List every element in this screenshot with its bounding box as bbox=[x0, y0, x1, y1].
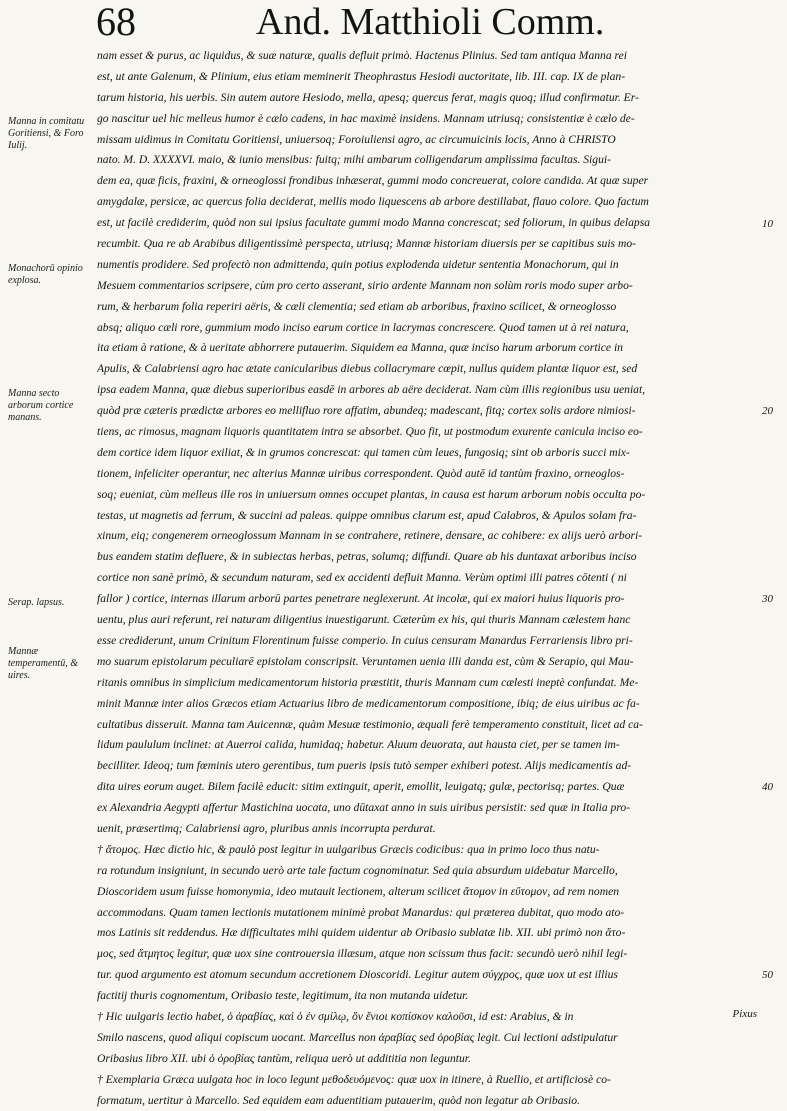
text-line: recumbit. Qua re ab Arabibus diligentissimè perspecta, utriusq; Mannæ historiam diuersis per se capitibus suis mo- bbox=[97, 237, 636, 251]
line-number: 10 bbox=[762, 218, 773, 230]
text-line: Mesuem commentarios scripsere, cùm pro certo asserant, sirio ardente Mannam non solùm roris modo super arbo- bbox=[97, 278, 633, 292]
text-line: est, ut ante Galenum, & Plinium, eius etiam meminerit Theophrastus Hesiodi auctoritate, lib. III. cap. IX de plan- bbox=[97, 69, 626, 83]
text-line: rum, & herbarum folia reperiri aëris, & cæli clementia; sed etiam ab arboribus, fraxino scilicet, & orneoglosso bbox=[97, 299, 617, 313]
text-line: ipsa eadem Manna, quæ diebus superioribus easdē in arbores ab aëre deciderat. Nam cùm illis regionibus usu ueniat, bbox=[97, 383, 646, 397]
text-line: μος, sed ἄτμητος legitur, quæ uox sine controuersia illæsum, atque non scissum thus facit: secundò uerò nihil legi- bbox=[97, 947, 628, 961]
text-line: dem ea, quæ ficis, fraxini, & orneoglossi frondibus inhæserat, gummi modo concreuerat, colore candida. At quæ super bbox=[97, 174, 649, 188]
text-line: accommodans. Quam tamen lectionis mutationem minimè probat Manardus: qui præterea dubitat, quo modo ato- bbox=[97, 905, 625, 919]
text-line: ex Alexandria Aegypti affertur Mastichina uocata, uno dūtaxat anno in suis uiribus persistit: sed quæ in Italia pro- bbox=[97, 801, 631, 815]
text-line: cortice non sanè primò, & secundum naturam, sed ex accidenti defluit Manna. Verùm optimi illi patres cōtenti ( ni bbox=[97, 571, 627, 585]
catchword: Pixus bbox=[732, 1008, 757, 1020]
line-number: 40 bbox=[762, 781, 773, 793]
text-line: lidum paululum inclinet: at Auerroi calida, humidaq; habetur. Aluum deuorata, aut hausta ciet, per se tamen im- bbox=[97, 738, 620, 752]
text-line: tarum historia, his uerbis. Sin autem autore Hesiodo, mella, apesq; quercus ferat, magis quoq; illud confirmatur. Er- bbox=[97, 90, 639, 104]
text-line: uentu, plus auri referunt, rei naturam diligentius inuestigarunt. Cæterùm ex his, qui thuris Mannam cælestem hanc bbox=[97, 613, 631, 627]
text-line: dem cortice idem liquor exiliat, & in grumos concrescat: qui tamen cùm leues, fungosiq; sint ob arboris succi mix- bbox=[97, 445, 630, 459]
margin-note: Monachorū opinio explosa. bbox=[8, 263, 83, 286]
text-line: esse crediderunt, unum Crinitum Florentinum fuisse comperio. In cuius censuram Manardus Ferrariensis libro pri- bbox=[97, 633, 633, 647]
text-line: missam uidimus in Comitatu Goritiensi, uniuersoq; Foroiuliensi agro, ac circumuicinis locis, Anno à CHRISTO bbox=[97, 132, 616, 146]
text-line: tur. quod argumento est atomum secundum accretionem Dioscoridi. Legitur autem σύγχρος, quæ uox ut est illius bbox=[97, 968, 618, 982]
text-line: minit Mannæ inter alios Græcos etiam Actuarius libro de medicamentorum compositione, ibiq; de eius uiribus ac fa- bbox=[97, 696, 640, 710]
text-line: cultatibus disseruit. Manna tam Auicennæ, quàm Mesuæ testimonio, æquali ferè temperamento constituit, licet ad ca- bbox=[97, 717, 643, 731]
line-number: 30 bbox=[762, 593, 773, 605]
page-number: 68 bbox=[96, 0, 136, 44]
text-line: Apulis, & Calabriensi agro hac ætate canicularibus diebus collacrymare cœpit, nullus quidem plantæ liquor est, sed bbox=[97, 362, 638, 376]
running-head: And. Matthioli Comm. bbox=[256, 1, 605, 43]
text-line: Smilo nascens, quod aliqui copiscum uocant. Marcellus non ἀραβίας sed ὀροβίας legit. Cui lectioni adstipulatur bbox=[97, 1030, 618, 1044]
text-line: xinum, eiq; congenerem orneoglossum Mannam in se contrahere, retinere, densare, ac cohibere: ex alijs uerò arbori- bbox=[97, 529, 643, 543]
text-line: bus eandem statim defluere, & in subiectas herbas, petras, solumq; diffundi. Quare ab his duntaxat arboribus inciso bbox=[97, 550, 637, 564]
text-line: est, ut facilè crediderim, quòd non sui ipsius facultate gummi modo Manna concrescat; sed foliorum, in quibus delapsa bbox=[97, 216, 651, 230]
text-line: nato. M. D. XXXXVI. maio, & iunio mensibus: fuitq; mihi ambarum colligendarum amplissima facultas. Sigui- bbox=[97, 153, 611, 167]
text-line: go nascitur uel hic melleus humor è cælo cadens, in hac maximè insidens. Mannam utriusq; consistentiæ è cælo de- bbox=[97, 111, 635, 125]
text-line: factitij thuris cognomentum, Oribasio teste, legitimum, ita non mutanda uidetur. bbox=[97, 989, 469, 1003]
text-line: Dioscoridem usum fuisse homonymia, ideo mutauit lectionem, alterum scilicet ἄτομον in εὔτομον, ad rem nomen bbox=[97, 884, 620, 898]
text-line: † ἄτομος. Hæc dictio hic, & paulò post legitur in uulgaribus Græcis codicibus: qua in primo loco thus natu- bbox=[97, 842, 600, 856]
commentary-text bbox=[97, 46, 745, 1111]
text-line: ra rotundum insigniunt, in secundo uerò arte tale factum cognominatur. Sed quia absurdum uidebatur Marcello, bbox=[97, 863, 618, 877]
text-line: † Exemplaria Græca uulgata hoc in loco legunt μεθοδευόμενος: quæ uox in itinere, à Ruellio, et artificiosè co- bbox=[97, 1072, 611, 1086]
text-line: Oribasius libro XII. ubi ὁ ὀροβίας tantùm, reliqua uerò ut addititia non leguntur. bbox=[97, 1051, 471, 1065]
text-line: mo suarum epistolarum peculiarē epistolam conscripsit. Veruntamen uenia illi danda est, cùm & Serapio, qui Mau- bbox=[97, 654, 634, 668]
line-number: 50 bbox=[762, 969, 773, 981]
text-line: ita etiam à ratione, & à ueritate abhorrere putauerim. Siquidem ea Manna, quæ inciso harum arborum cortice in bbox=[97, 341, 623, 355]
margin-note: Mannæ temperamentū, & uires. bbox=[8, 646, 78, 681]
margin-note: Manna secto arborum cortice manans. bbox=[8, 388, 74, 423]
text-line: becilliter. Ideoq; tum fœminis utero gerentibus, tum pueris ipsis tutò semper exhiberi potest. Alijs medicamentis ad- bbox=[97, 759, 632, 773]
margin-note: Serap. lapsus. bbox=[8, 597, 65, 608]
line-number: 20 bbox=[762, 405, 773, 417]
text-line: testas, ut magnetis ad ferrum, & succini ad paleas. quippe omnibus clarum est, apud Calabros, & Apulos solam fra- bbox=[97, 508, 637, 522]
margin-note: Manna in comitatu Goritiensi, & Foro Iulij. bbox=[8, 116, 85, 151]
text-line: quòd præ cæteris prædictæ arbores eo mellifluo rore affatim, abundeq; madescant, fitq; cortex solis ardore nimiosi- bbox=[97, 404, 636, 418]
text-line: amygdalæ, persicæ, ac quercus folia deciderat, mellis modo liquescens ab arbore destillabat, flauo colore. Quo factum bbox=[97, 195, 649, 209]
text-line: tionem, infeliciter operantur, nec alterius Mannæ uiribus correspondent. Quòd autē id tantùm fraxino, orneoglos- bbox=[97, 466, 625, 480]
text-line: mos Latinis sit reddendus. Hæ difficultates mihi quidem uidentur ab Oribasio sublatæ lib. XII. ubi primò non ἄτο- bbox=[97, 926, 626, 940]
text-line: formatum, uertitur à Marcello. Sed equidem eam aduentitiam putauerim, quòd non legatur ab Oribasio. bbox=[97, 1093, 580, 1107]
text-line: uenit, præsertimq; Calabriensi agro, pluribus annis incorrupta perdurat. bbox=[97, 821, 436, 835]
text-line: absq; aliquo cæli rore, gummium modo inciso earum cortice in lacrymas concrescere. Quod tamen ut à rei natura, bbox=[97, 320, 629, 334]
text-line: soq; eueniat, cùm melleus ille ros in uniuersum omnes occupet plantas, in causa est harum arborum nobis occulta po- bbox=[97, 487, 646, 501]
text-line: fallor ) cortice, internas illarum arborū partes penetrare neglexerunt. At incolæ, qui ex maiori huius liquoris pro- bbox=[97, 592, 625, 606]
text-line: † Hic uulgaris lectio habet, ὁ ἀραβίας, καὶ ὁ ἐν σμίλῳ, ὅν ἔνιοι κοπίσκον καλοῦσι, id est: Arabius, & in bbox=[97, 1009, 574, 1023]
text-line: tiens, ac rimosus, magnam liquoris quantitatem intra se absorbet. Quo fit, ut postmodum exurente canicula inciso eo- bbox=[97, 425, 643, 439]
text-line: dita uires eorum auget. Bilem facilè educit: sitim extinguit, aperit, emollit, leuigatq; gulæ, pectorisq; partes. Quæ bbox=[97, 780, 625, 794]
text-line: nam esset & purus, ac liquidus, & suæ naturæ, qualis defluit primò. Hactenus Plinius. Sed tam antiqua Manna rei bbox=[97, 49, 627, 62]
text-line: ritanis omnibus in simplicium medicamentorum historia præstitit, thuris Mannam cum cælesti ineptè confundat. Me- bbox=[97, 675, 639, 689]
page-header bbox=[96, 0, 776, 46]
text-line: numentis prodidere. Sed profectò non admittenda, quin potius explodenda uidetur sententia Monachorum, qui in bbox=[97, 257, 619, 271]
